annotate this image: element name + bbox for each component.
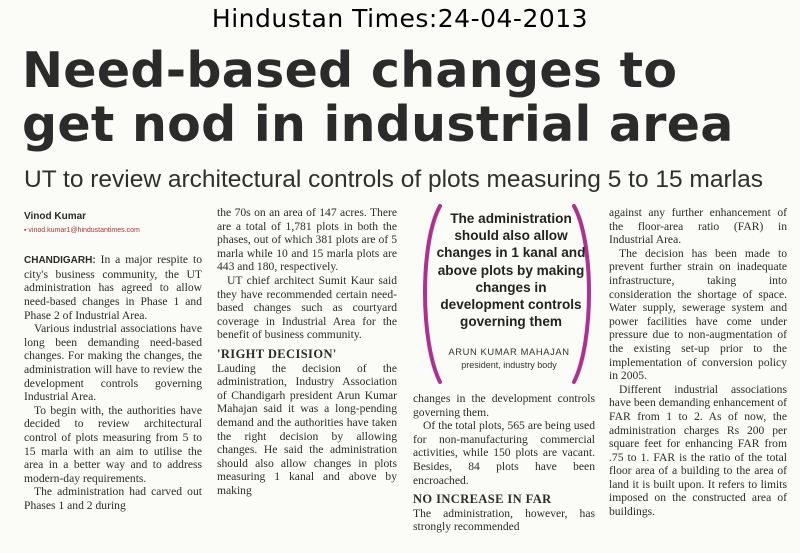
pull-quote-attribution: ARUN KUMAR MAHAJAN (448, 346, 570, 357)
paragraph: against any further enhancement of the floor-area ratio (FAR) in Industrial Area. (609, 206, 787, 247)
byline-name: Vinod Kumar (24, 211, 87, 222)
subheading-no-increase-in-far: NO INCREASE IN FAR (413, 492, 552, 507)
paragraph: To begin with, the authorities have decided to review architectural control of plots measuring from 5 to 15 marla with an aim to utilise the area in a better way and to address modern-day requirements. (24, 403, 202, 485)
article-column-1 (24, 206, 202, 546)
deck-subheadline: UT to review architectural controls of plots measuring 5 to 15 marlas (24, 166, 763, 193)
paragraph: Lauding the decision of the administration, Industry Association of Chandigarh president Arun Kumar Mahajan said it was a long-pending demand and the authorities have taken the right decision by allowing changes. He said the administration should also allow changes in plots measuring 1 kanal and above by making (217, 361, 397, 497)
paragraph: Different industrial associations have been demanding enhancement of FAR from 1 to 2. As of now, the administration charges Rs 200 per square feet for enhancing FAR from .75 to 1. FAR is the ratio of the total floor area of a building to the area of land it is built upon. It refers to limits imposed on the constructed area of buildings. (609, 382, 787, 519)
headline-line-1: Need-based changes to (22, 42, 678, 99)
article-column-2 (217, 206, 397, 546)
paragraph: Various industrial associations have long been demanding need-based changes. For making the changes, the administration will have to review the development controls governing Industrial Area. (24, 322, 202, 404)
pull-quote-role: president, industry body (461, 360, 557, 370)
paragraph: The administration had carved out Phases 1 and 2 during (24, 485, 202, 512)
headline-line-2: get nod in industrial area (22, 96, 734, 153)
paragraph (24, 253, 202, 322)
article-column-4 (609, 206, 787, 546)
paragraph: the 70s on an area of 147 acres. There are a total of 1,781 plots in both the phases, out of which 381 plots are of 5 marla while 10 and 15 marla plots are 443 and 180, respectively. (217, 206, 397, 274)
paragraph-text: In a major respite to city's business community, the UT administration has agreed to allow need-based changes in Phase 1 and Phase 2 of Industrial Area. (24, 253, 202, 322)
pull-quote (418, 202, 596, 387)
paragraph: The administration, however, has strongly recommended (413, 506, 595, 534)
paragraph: Of the total plots, 565 are being used for non-manufacturing commercial activities, while 150 plots are vacant. Besides, 84 plots have been encroached. (413, 419, 595, 487)
paragraph: The decision has been made to prevent further strain on inadequate infrastructure, taking into consideration the shortage of space. Water supply, sewerage system and power facilities have come under pressure due to non-augmentation of the existing set-up prior to the implementation of conversion policy in 2005. (609, 246, 787, 383)
byline-email: ▪ vinod.kumar1@hindustantimes.com (24, 226, 140, 234)
paragraph: changes in the development controls governing them. (413, 392, 595, 419)
clipping-source-date: Hindustan Times:24-04-2013 (211, 4, 589, 33)
paragraph: UT chief architect Sumit Kaur said they have recommended certain need-based changes such as courtyard coverage in Industrial Area for the benefit of business community. (217, 273, 397, 342)
subheading-right-decision: 'RIGHT DECISION' (217, 346, 337, 361)
pull-quote-text: The administration should also allow changes in 1 kanal and above plots by making changes in development controls governing them (436, 211, 586, 330)
dateline: CHANDIGARH: (24, 255, 96, 267)
headline (22, 44, 792, 152)
article-column-3 (413, 392, 595, 544)
